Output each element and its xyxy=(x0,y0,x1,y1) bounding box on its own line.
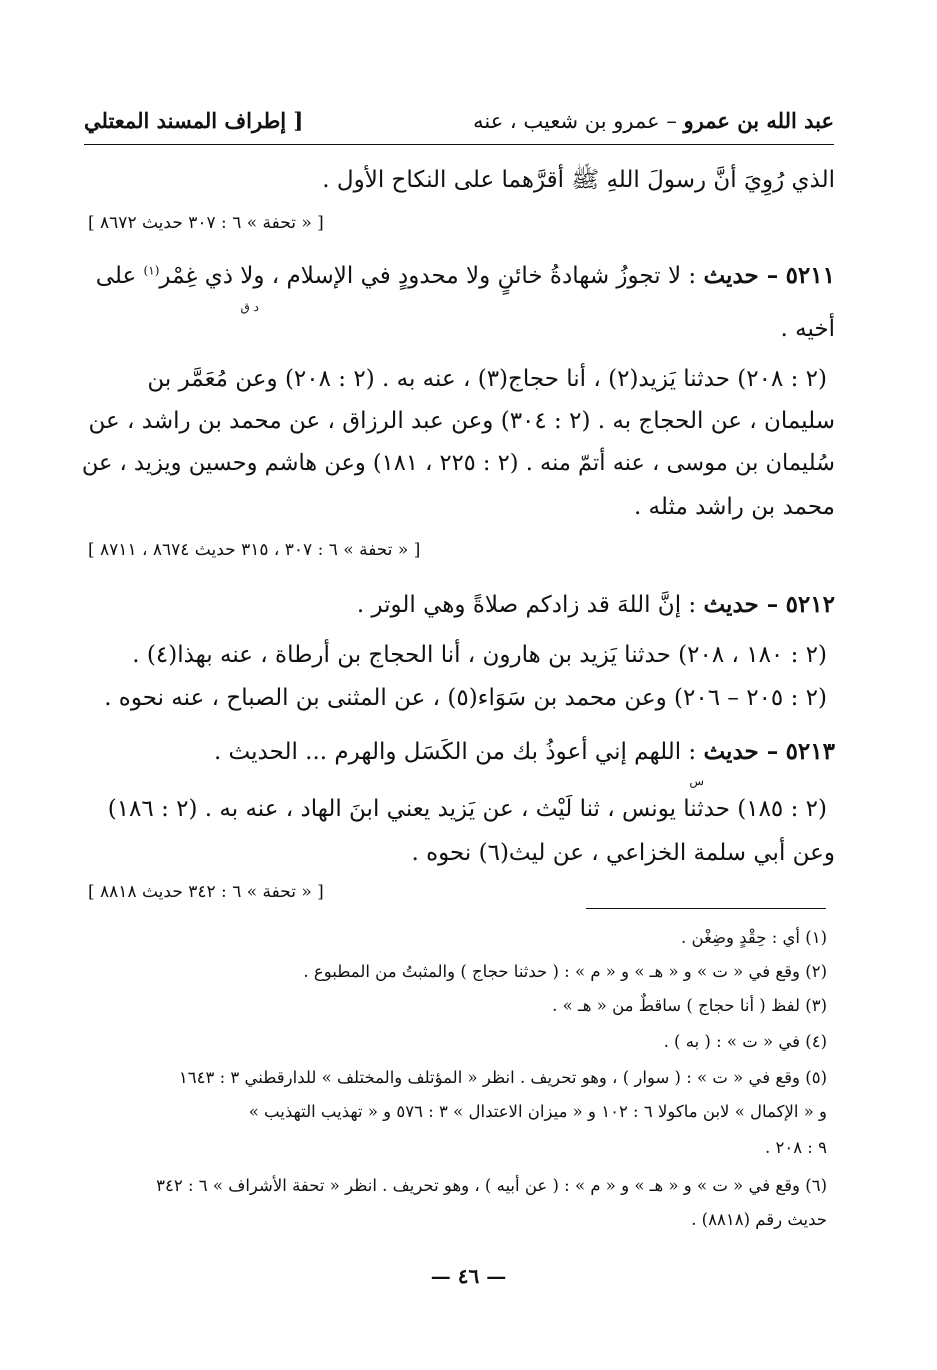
tuhfa-reference: [ « تحفة » ٦ : ٣٠٧ ، ٣١٥ حديث ٨٦٧٤ ، ٨٧١١ ] xyxy=(88,540,421,560)
footnote: (٤) في « ت » : ( به ) . xyxy=(663,1032,827,1051)
hadith-number: ٥٢١٢ xyxy=(785,591,835,618)
page-number: — ٤٦ — xyxy=(430,1264,507,1288)
hadith-keyword: – حديث xyxy=(703,591,779,618)
hadith-5213-heading xyxy=(214,738,835,765)
hadith-number: ٥٢١١ xyxy=(785,262,835,289)
isnad-line: (٢ : ٢٠٥ – ٢٠٦) وعن محمد بن سَوَاء(٥) ، عن المثنى بن الصباح ، عنه نحوه . xyxy=(104,685,827,711)
header-chapter xyxy=(473,108,834,133)
isnad-line: (٢ : ١٨٥) حدثنا يونس ، ثنا لَيْث ، عن يَزيد يعني ابنَ الهاد ، عنه به . (٢ : ١٨٦) xyxy=(107,796,827,822)
tuhfa-reference: [ « تحفة » ٦ : ٣٠٧ حديث ٨٦٧٢ ] xyxy=(88,213,324,233)
isnad-line: (٢ : ١٨٠ ، ٢٠٨) حدثنا يَزيد بن هارون ، أنا الحجاج بن أرطاة ، عنه بهذا(٤) . xyxy=(132,642,827,668)
isnad-line: محمد بن راشد مثله . xyxy=(633,494,835,520)
hadith-keyword: – حديث xyxy=(703,738,779,765)
footnote-continuation: حديث رقم (٨٨١٨) . xyxy=(691,1210,827,1229)
footnote-continuation: و « الإكمال » لابن ماكولا ٦ : ١٠٢ و « ميزان الاعتدال » ٣ : ٥٧٦ و « تهذيب التهذيب » xyxy=(248,1102,827,1121)
hadith-sigla: س xyxy=(689,774,704,788)
header-chapter-name: عبد الله بن عمرو xyxy=(683,108,834,133)
footnote-separator xyxy=(586,908,826,909)
body-line: أخيه . xyxy=(780,316,835,342)
hadith-number: ٥٢١٣ xyxy=(785,738,835,765)
footnote: (٣) لفظ ( أنا حجاج ) ساقطٌ من « هـ » . xyxy=(552,996,827,1015)
hadith-sigla: د ق xyxy=(240,300,259,314)
header-chapter-sub: – عمرو بن شعيب ، عنه xyxy=(473,109,684,133)
tuhfa-reference: [ « تحفة » ٦ : ٣٤٢ حديث ٨٨١٨ ] xyxy=(88,882,324,902)
hadith-text: : لا تجوزُ شهادةُ خائنٍ ولا محدودٍ في الإسلام ، ولا ذي غِمْر xyxy=(159,263,704,289)
isnad-line: وعن أبي سلمة الخزاعي ، عن ليث(٦) نحوه . xyxy=(411,840,835,866)
hadith-5211-heading xyxy=(96,262,835,289)
footnote: (٢) وقع في « ت » و « هـ » و « م » : ( حدثنا حجاج ) والمثبتُ من المطبوع . xyxy=(303,962,827,981)
hadith-text: : اللهم إني أعوذُ بك من الكَسَل والهرم ... الحديث . xyxy=(213,739,704,765)
footnote: (٥) وقع في « ت » : ( سوار ) ، وهو تحريف . انظر « المؤتلف والمختلف » للدارقطني ٣ : ١٦٤٣ xyxy=(178,1068,827,1087)
header-rule xyxy=(84,144,834,145)
footnote-continuation: ٩ : ٢٠٨ . xyxy=(764,1138,827,1157)
body-line: الذي رُوِيَ أنَّ رسولَ اللهِ ﷺ أقرَّهما على النكاح الأول . xyxy=(322,167,835,193)
isnad-line: سليمان ، عن الحجاج به . (٢ : ٣٠٤) وعن عبد الرزاق ، عن محمد بن راشد ، عن xyxy=(88,408,835,434)
hadith-text-end: على xyxy=(95,263,144,289)
footnote: (٦) وقع في « ت » و « هـ » و « م » : ( عن أبيه ) ، وهو تحريف . انظر « تحفة الأشراف » ٦ : ٣٤٢ xyxy=(156,1176,827,1195)
running-header xyxy=(84,108,834,148)
isnad-line: (٢ : ٢٠٨) حدثنا يَزيد(٢) ، أنا حجاج(٣) ، عنه به . (٢ : ٢٠٨) وعن مُعَمَّر بن xyxy=(147,366,827,392)
footnote-marker: (١) xyxy=(143,263,160,278)
hadith-keyword: – حديث xyxy=(703,262,779,289)
hadith-text: : إنَّ اللهَ قد زادكم صلاةً وهي الوتر . xyxy=(356,592,704,618)
footnote: (١) أي : حِقْدٍ وضِغْن . xyxy=(681,928,827,947)
header-book-title: [ إطراف المسند المعتلي xyxy=(84,108,304,133)
hadith-5212-heading xyxy=(357,591,835,618)
isnad-line: سُليمان بن موسى ، عنه أتمّ منه . (٢ : ٢٢٥ ، ١٨١) وعن هاشم وحسين ويزيد ، عن xyxy=(81,450,835,476)
